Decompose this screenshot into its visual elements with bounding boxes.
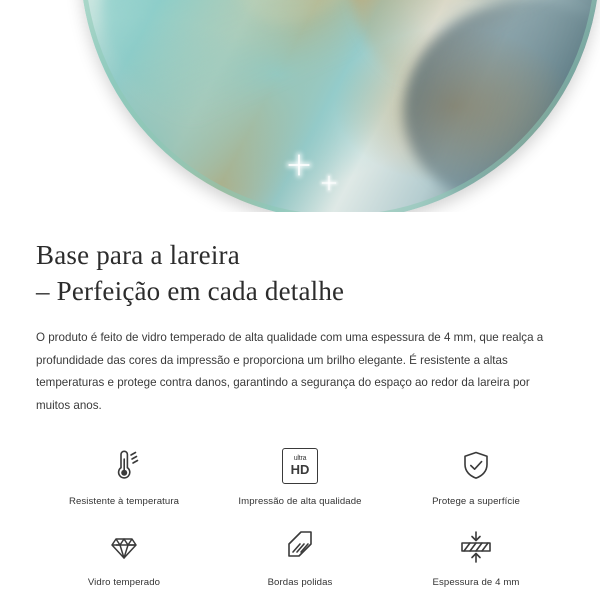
hero-image <box>0 0 600 212</box>
headline-line-2: – Perfeição em cada detalhe <box>36 275 345 306</box>
ultra-hd-badge-top: ultra <box>293 455 307 463</box>
feature-label: Impressão de alta qualidade <box>238 495 362 507</box>
ultra-hd-badge-bottom: HD <box>290 462 310 478</box>
shield-check-icon <box>456 444 496 488</box>
diamond-icon <box>104 525 144 569</box>
glass-plate-image <box>80 0 600 212</box>
description-paragraph: O produto é feito de vidro temperado de alta qualidade com uma espessura de 4 mm, que realça a profundidade das cores da impressão e proporciona um brilho elegante. É resistente a altas temperaturas e protege contra danos, garantindo a segurança do espaço ao redor da lareira por muitos anos. <box>36 331 544 413</box>
thermometer-icon <box>104 444 144 488</box>
feature-item-print-quality <box>212 444 388 507</box>
feature-item-surface-protection <box>388 444 564 507</box>
thickness-icon <box>454 525 498 569</box>
feature-item-tempered-glass <box>36 525 212 588</box>
ink-streak-teal <box>80 0 386 160</box>
feature-item-temperature-resistant <box>36 444 212 507</box>
feature-grid <box>36 444 564 588</box>
feature-label: Bordas polidas <box>267 576 333 588</box>
content-area <box>0 238 600 588</box>
ultra-hd-icon <box>282 444 318 488</box>
feature-label: Espessura de 4 mm <box>432 576 520 588</box>
polished-edges-icon <box>280 525 320 569</box>
feature-label: Vidro temperado <box>87 576 161 588</box>
headline-line-1: Base para a lareira <box>36 240 240 270</box>
feature-item-polished-edges <box>212 525 388 588</box>
feature-label: Protege a superfície <box>432 495 520 507</box>
feature-item-thickness <box>388 525 564 588</box>
feature-label: Resistente à temperatura <box>68 495 180 507</box>
page-title <box>36 238 564 309</box>
